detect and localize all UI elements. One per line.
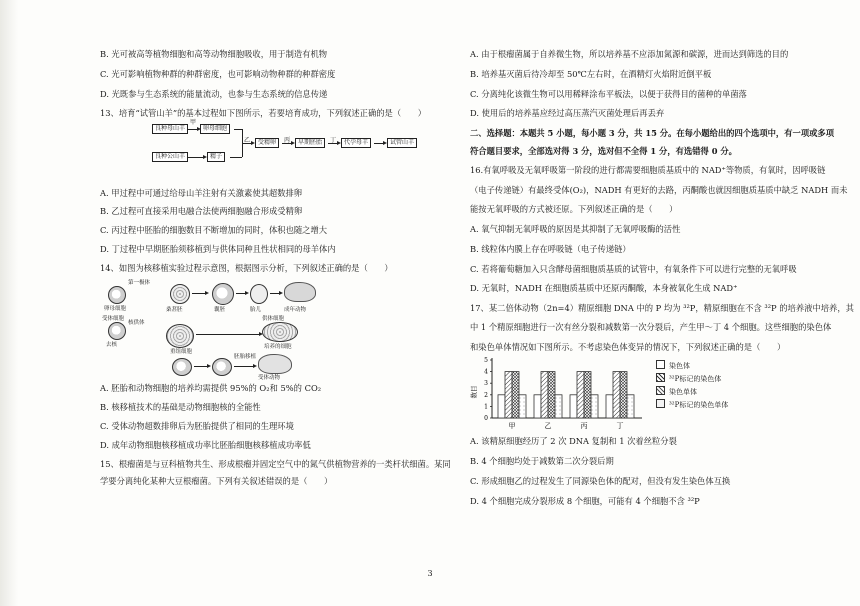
morula <box>170 284 190 304</box>
q17-option-c: C. 形成细胞乙的过程发生了同源染色体的配对，但没有发生染色体互换 <box>470 476 731 486</box>
reconstructed-cell <box>166 324 194 348</box>
q15-stem-line-2: 学要分离纯化某种大豆根瘤菌。下列有关叙述错误的是（ ） <box>100 476 333 486</box>
legend-label: ³²P标记的染色单体 <box>669 401 729 409</box>
label-enucleate: 去核 <box>106 342 118 348</box>
label-blastocyst: 囊胚 <box>214 307 226 313</box>
legend-label: ³²P标记的染色体 <box>669 375 722 383</box>
label-morula: 桑葚胚 <box>166 307 183 313</box>
label-ding: 丁 <box>330 137 337 144</box>
section-2-header-line-1: 二、选择题：本题共 5 小题，每小题 3 分，共 15 分。在每小题给出的四个选项中，有一项或多项 <box>470 128 835 138</box>
fetus <box>250 284 268 304</box>
q17-option-b: B. 4 个细胞均处于减数第二次分裂后期 <box>470 456 614 466</box>
bar <box>613 372 620 418</box>
q15-option-d: D. 使用后的培养基应经过高压蒸汽灭菌处理后再丢弃 <box>470 108 665 118</box>
bar <box>620 372 627 418</box>
label-recipient-cell: 受体细胞 <box>102 316 125 322</box>
label-donor-cell: 供体细胞 <box>262 316 285 322</box>
legend-swatch-blank <box>656 360 665 369</box>
bar <box>591 395 598 418</box>
q14-nuclear-transfer-diagram <box>102 278 362 381</box>
q17-stem-line-2: 中 1 个精原细胞进行一次有丝分裂和减数第一次分裂后，产生甲～丁 4 个细胞。这些细胞的染色体 <box>470 322 832 332</box>
arrow <box>188 129 198 130</box>
bar <box>577 372 584 418</box>
legend-swatch-light <box>656 399 665 408</box>
legend-swatch-cross <box>656 386 665 395</box>
y-tick-label: 4 <box>484 368 488 376</box>
x-tick-label: 乙 <box>544 422 552 430</box>
legend-item-chromatid <box>656 386 697 397</box>
q16-stem-line-2: （电子传递链）有最终受体(O₂)，NADH 有更好的去路，丙酮酸也就因细胞质基质中缺乏 NADH 而未 <box>470 185 848 195</box>
blastocyst <box>212 283 234 305</box>
q16-stem-line-1: 16.有氧呼吸及无氧呼吸第一阶段的进行都需要细胞质基质中的 NAD⁺等物质，有氧时，因呼吸链 <box>470 165 826 175</box>
q14-option-b: B. 核移植技术的基础是动物细胞核的全能性 <box>100 402 261 412</box>
q13-stem: 13、培育“试管山羊”的基本过程如下图所示，若要培育成功，下列叙述正确的是（ ） <box>100 108 427 118</box>
bar <box>584 372 591 418</box>
legend-item-chromosome <box>656 360 690 371</box>
recipient-cell <box>108 322 126 340</box>
q13-flow-diagram <box>152 120 422 182</box>
q17-chart-svg <box>470 356 670 432</box>
arrow <box>192 293 206 294</box>
arrow <box>236 293 246 294</box>
section-2-header-line-2: 符合题目要求，全部选对得 3 分，选对但不全得 1 分，有选错得 0 分。 <box>470 146 737 156</box>
q17-stem-line-1: 17、某二倍体动物（2n=4）精原细胞 DNA 中的 P 均为 ³²P，精原细胞在不含 ³²P 的培养液中培养，其 <box>470 303 854 313</box>
label-recipient-animal: 受体动物 <box>258 375 281 381</box>
connector <box>230 157 242 158</box>
adult-animal <box>284 282 316 302</box>
box-zygote: 受精卵 <box>255 138 279 148</box>
label-yi: 乙 <box>244 137 251 144</box>
q14-stem: 14、如图为核移植实验过程示意图，根据图示分析，下列叙述正确的是（ ） <box>100 263 393 273</box>
q17-bar-chart <box>470 356 832 432</box>
legend-swatch-diagonal <box>656 373 665 382</box>
q17-option-d: D. 4 个细胞完成分裂形成 8 个细胞，可能有 4 个细胞不含 ³²P <box>470 496 700 506</box>
y-tick-label: 1 <box>484 403 488 411</box>
oocyte-cell <box>108 286 126 304</box>
bar <box>534 395 541 418</box>
label-reconstructed: 重组细胞 <box>170 349 193 355</box>
arrow <box>194 366 208 367</box>
label-embryo-transfer: 胚胎移植 <box>234 354 257 360</box>
legend-item-labeled-chromatid <box>656 399 728 410</box>
bar <box>512 372 519 418</box>
y-tick-label: 2 <box>484 391 488 399</box>
arrow <box>270 293 280 294</box>
q16-option-b: B. 线粒体内膜上存在呼吸链（电子传递链） <box>470 244 631 254</box>
arrow <box>196 334 260 335</box>
x-tick-label: 丙 <box>580 422 588 430</box>
cultured-cells <box>262 322 298 342</box>
q13-option-b: B. 乙过程可直接采用电融合法使两细胞融合形成受精卵 <box>100 206 303 216</box>
bar <box>519 395 526 418</box>
y-tick-label: 5 <box>484 357 488 364</box>
page-number: 3 <box>427 569 433 578</box>
label-jia: 甲 <box>190 119 197 126</box>
q17-stem-line-3: 和染色单体情况如下图所示。不考虑染色体变异的情况下，下列叙述正确的是（ ） <box>470 342 786 352</box>
box-oocyte: 卵母细胞 <box>200 124 230 134</box>
box-female-goat: 良种母山羊 <box>152 124 188 134</box>
box-test-tube-goat: 试管山羊 <box>387 138 417 148</box>
bar <box>606 395 613 418</box>
q13-option-c: C. 丙过程中胚胎的细胞数目不断增加的同时，体积也随之增大 <box>100 225 328 235</box>
box-male-goat: 良种公山羊 <box>152 152 188 162</box>
embryo-cell-2 <box>212 358 232 376</box>
bar <box>505 372 512 418</box>
label-nucleus-donor: 核供体 <box>128 320 145 326</box>
legend-label: 染色体 <box>669 362 690 370</box>
q13-option-a: A. 甲过程中可通过给母山羊注射有关激素使其超数排卵 <box>100 188 303 198</box>
label-polar-body: 第一极体 <box>128 280 151 286</box>
q14-option-a: A. 胚胎和动物细胞的培养均需提供 95%的 O₂和 5%的 CO₂ <box>100 383 322 393</box>
q16-option-c: C. 若将葡萄糖加入只含酵母菌细胞质基质的试管中，有氧条件下可以进行完整的无氧呼吸 <box>470 264 797 274</box>
scan-shadow <box>0 0 18 606</box>
box-sperm: 精子 <box>207 152 225 162</box>
q16-option-a: A. 氧气抑制无氧呼吸的原因是其抑制了无氧呼吸酶的活性 <box>470 224 681 234</box>
q12-option-c: C. 光可影响植物种群的种群密度，也可影响动物种群的种群密度 <box>100 69 336 79</box>
q16-option-d: D. 无氧时，NADH 在细胞质基质中还原丙酮酸，本身被氧化生成 NAD⁺ <box>470 283 738 293</box>
bar <box>498 395 505 418</box>
q12-option-b: B. 光可被高等植物细胞和高等动物细胞吸收，用于制造有机物 <box>100 49 328 59</box>
arrow <box>188 157 204 158</box>
q15-option-c: C. 分离纯化该微生物可以用稀释涂布平板法，以便于获得目的菌种的单菌落 <box>470 89 747 99</box>
x-tick-label: 丁 <box>616 422 624 430</box>
label-cultured-cells: 培养的细胞 <box>264 344 292 350</box>
bar <box>570 395 577 418</box>
legend-item-labeled-chromosome <box>656 373 721 384</box>
recipient-animal <box>258 354 292 374</box>
connector <box>234 129 242 130</box>
box-surrogate: 代孕母羊 <box>341 138 371 148</box>
arrow <box>374 143 384 144</box>
bar <box>548 372 555 418</box>
q16-stem-line-3: 能按无氧呼吸的方式被还原。下列叙述正确的是（ ） <box>470 204 678 214</box>
q13-option-d: D. 丁过程中早期胚胎须移植到与供体同种且性状相同的母羊体内 <box>100 244 336 254</box>
bar <box>627 395 634 418</box>
label-oocyte: 卵母细胞 <box>104 306 127 312</box>
q15-option-a: A. 由于根瘤菌属于自养微生物，所以培养基不应添加氮源和碳源，进而达到筛选的目的 <box>470 49 789 59</box>
y-tick-label: 3 <box>484 380 488 388</box>
legend-label: 染色单体 <box>669 388 697 396</box>
bar <box>541 372 548 418</box>
embryo-cell <box>172 358 192 376</box>
label-adult-animal: 成年动物 <box>284 307 307 313</box>
y-tick-label: 0 <box>484 415 488 422</box>
q15-option-b: B. 培养基灭菌后待冷却至 50℃左右时，在酒精灯火焰附近倒平板 <box>470 69 712 79</box>
q15-stem-line-1: 15、根瘤菌是与豆科植物共生、形成根瘤并固定空气中的氮气供植物营养的一类杆状细菌。某同 <box>100 459 451 469</box>
y-axis-label: 数目 <box>470 385 478 399</box>
box-early-embryo: 早期胚胎 <box>295 138 325 148</box>
x-tick-label: 甲 <box>508 422 516 430</box>
q12-option-d: D. 光既参与生态系统的能量流动，也参与生态系统的信息传递 <box>100 89 328 99</box>
q14-option-d: D. 成年动物细胞核移植成功率比胚胎细胞核移植成功率低 <box>100 440 311 450</box>
bar <box>555 395 562 418</box>
label-fetus: 胎儿 <box>250 307 262 313</box>
q14-option-c: C. 受体动物超数排卵后为胚胎提供了相同的生理环境 <box>100 421 294 431</box>
label-bing: 丙 <box>284 137 291 144</box>
q17-option-a: A. 该精原细胞经历了 2 次 DNA 复制和 1 次着丝粒分裂 <box>470 436 677 446</box>
arrow <box>234 366 254 367</box>
